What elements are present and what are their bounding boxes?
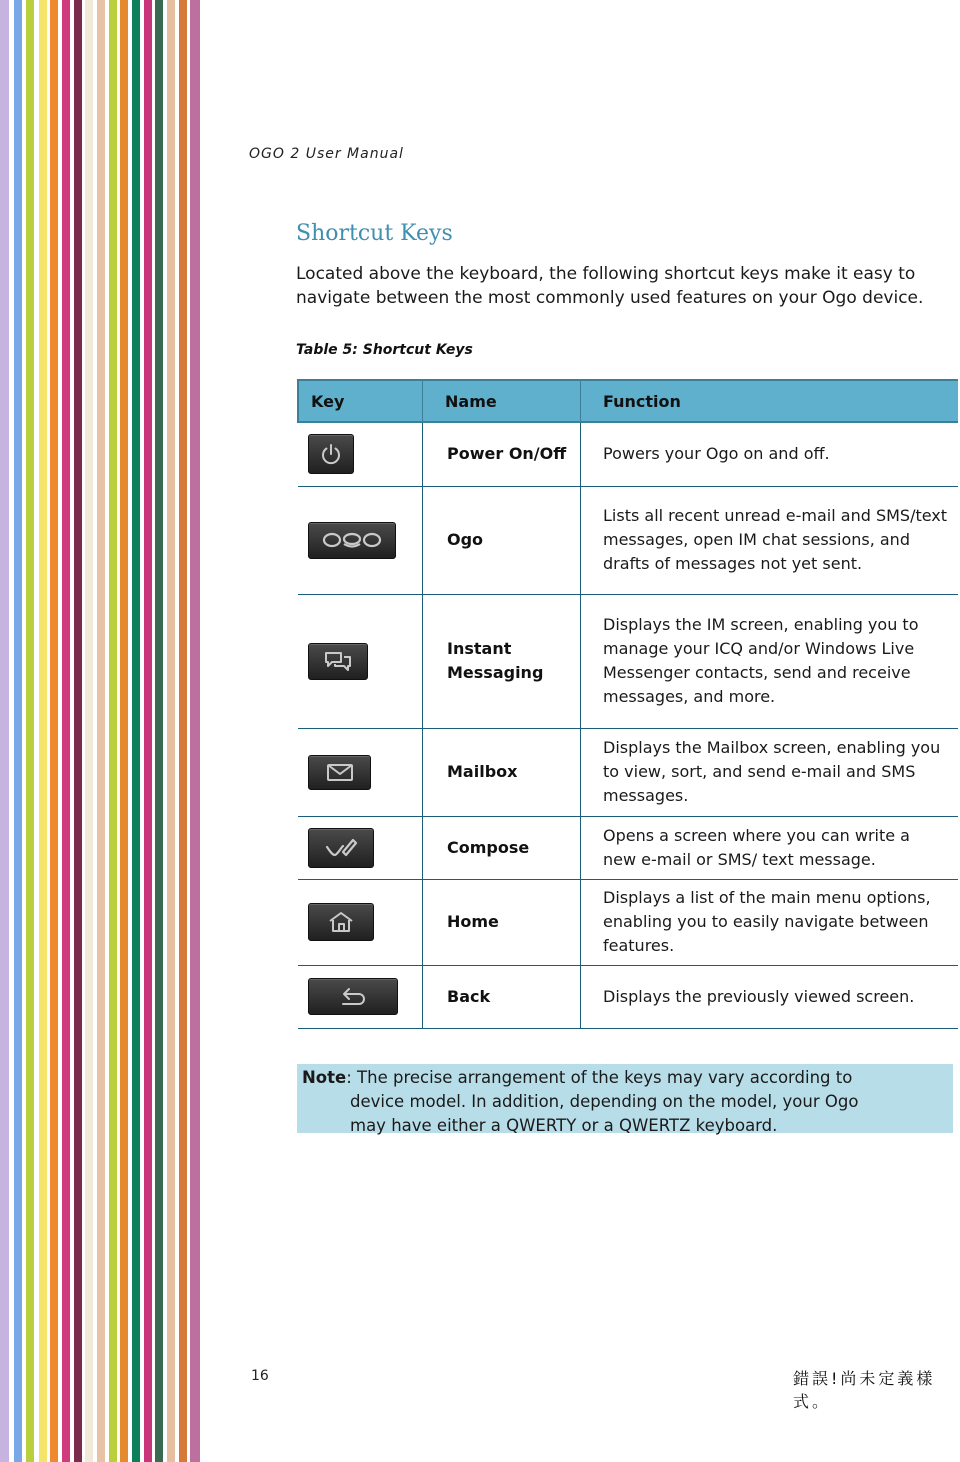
key-cell	[298, 816, 423, 879]
key-cell	[298, 965, 423, 1028]
table-row	[298, 594, 958, 728]
chat-bubbles-icon	[308, 643, 368, 680]
table-caption: Table 5: Shortcut Keys	[296, 342, 473, 358]
key-cell	[298, 594, 423, 728]
key-function: Powers your Ogo on and off.	[581, 422, 959, 486]
page-number: 16	[251, 1368, 269, 1384]
key-function: Displays the Mailbox screen, enabling you to view, sort, and send e-mail and SMS messages.	[581, 728, 959, 816]
ogo-logo-icon	[308, 522, 396, 559]
running-header: OGO 2 User Manual	[249, 146, 404, 162]
shortcut-keys-table	[297, 379, 958, 1029]
home-icon	[308, 903, 374, 941]
column-header-function: Function	[581, 380, 959, 422]
intro-paragraph: Located above the keyboard, the following shortcut keys make it easy to navigate between the most commonly used features on your Ogo device.	[296, 264, 924, 308]
column-header-key: Key	[298, 380, 423, 422]
key-function: Opens a screen where you can write a new e-mail or SMS/ text message.	[581, 816, 959, 879]
table-row	[298, 965, 958, 1028]
note-first-line	[302, 1066, 939, 1090]
table-row	[298, 816, 958, 879]
key-name: Power On/Off	[423, 422, 581, 486]
key-name: Back	[423, 965, 581, 1028]
table-row	[298, 422, 958, 486]
key-name: Compose	[423, 816, 581, 879]
table-row	[298, 879, 958, 965]
column-header-name: Name	[423, 380, 581, 422]
note-text-1: : The precise arrangement of the keys may vary according to	[346, 1068, 853, 1087]
note-text-2: device model. In addition, depending on the model, your Ogo	[350, 1092, 859, 1111]
key-name: Ogo	[423, 486, 581, 594]
power-icon	[308, 434, 354, 474]
pen-icon	[308, 828, 374, 868]
key-cell	[298, 422, 423, 486]
envelope-icon	[308, 755, 371, 790]
table-header-row	[298, 380, 958, 422]
key-function: Lists all recent unread e-mail and SMS/text messages, open IM chat sessions, and drafts of messages not yet sent.	[581, 486, 959, 594]
key-name: Mailbox	[423, 728, 581, 816]
decorative-stripes	[0, 0, 200, 1462]
key-cell	[298, 728, 423, 816]
key-cell	[298, 879, 423, 965]
section-title: Shortcut Keys	[296, 221, 453, 246]
back-arrow-icon	[308, 978, 398, 1015]
table-row	[298, 728, 958, 816]
footer-style-error: 錯誤!尚未定義樣式。	[793, 1369, 936, 1411]
key-function: Displays a list of the main menu options, enabling you to easily navigate between features.	[581, 879, 959, 965]
table-row	[298, 486, 958, 594]
key-name: Instant Messaging	[423, 594, 581, 728]
key-cell	[298, 486, 423, 594]
key-name: Home	[423, 879, 581, 965]
note-box	[297, 1064, 953, 1133]
key-function: Displays the IM screen, enabling you to manage your ICQ and/or Windows Live Messenger contacts, send and receive messages, and more.	[581, 594, 959, 728]
key-function: Displays the previously viewed screen.	[581, 965, 959, 1028]
note-label: Note	[302, 1068, 347, 1087]
note-text-3: may have either a QWERTY or a QWERTZ keyboard.	[350, 1116, 778, 1135]
